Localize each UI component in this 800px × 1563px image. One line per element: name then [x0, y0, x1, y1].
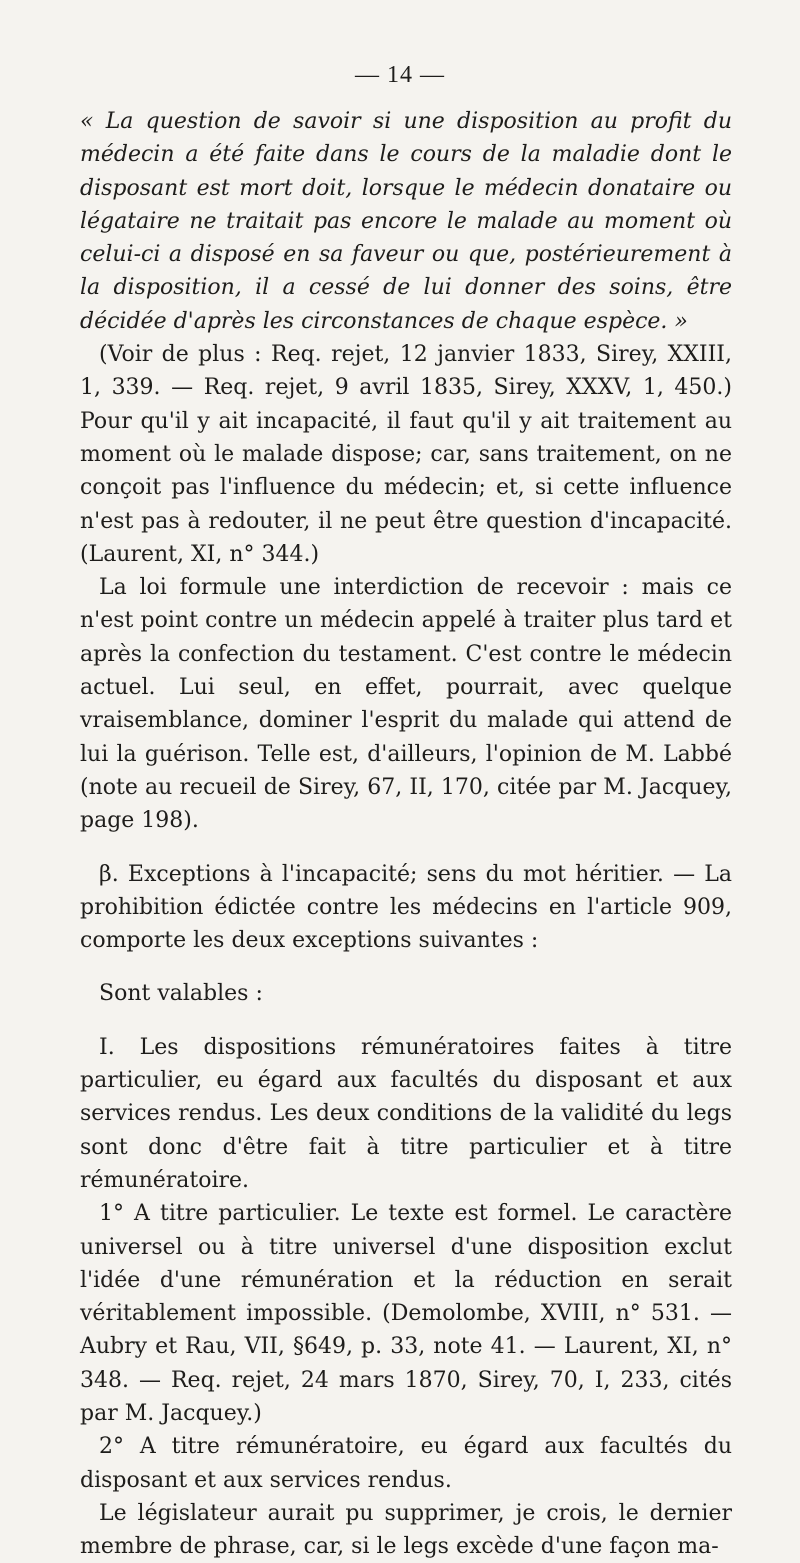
paragraph-dispositions: I. Les dispositions rémunératoires faites à titre particulier, eu égard aux facultés du disposant et aux services rendus. Les deux conditions de la validité du legs sont donc d'être fait à titre particulier et à titre rémunératoire. [80, 1034, 732, 1193]
paragraph-titre-remuneratoire: 2° A titre rémunératoire, eu égard aux facultés du disposant et aux services rendus. [80, 1434, 732, 1493]
paragraph-quote: « La question de savoir si une disposition au profit du médecin a été faite dans le cours de la maladie dont le disposant est mort doit, lorsque le médecin donataire ou légataire ne traitait pas encore le malade au moment où celui-ci a disposé en sa faveur ou que, postérieurement à la disposition, il a cessé de lui donner des soins, être décidée d'après les circonstances de chaque espèce. » [80, 109, 732, 334]
page-number: — 14 — [355, 62, 445, 88]
paragraph-references: (Voir de plus : Req. rejet, 12 janvier 1833, Sirey, XXIII, 1, 339. — Req. rejet, 9 avril 1835, Sirey, XXXV, 1, 450.) Pour qu'il y ait incapacité, il faut qu'il y ait traitement au moment où le malade dispose; car, sans traitement, on ne conçoit pas l'influence du médecin; et, si cette influence n'est pas à redouter, il ne peut être question d'incapacité. (Laurent, XI, n° 344.) [80, 342, 732, 567]
paragraph-exceptions-heading: β. Exceptions à l'incapacité; sens du mot héritier. — La prohibition édictée contre les médecins en l'article 909, comporte les deux exceptions suivantes : [80, 861, 732, 954]
body-text [80, 105, 732, 1563]
paragraph-interdiction: La loi formule une interdiction de recevoir : mais ce n'est point contre un médecin appelé à traiter plus tard et après la confection du testament. C'est contre le médecin actuel. Lui seul, en effet, pourrait, avec quelque vraisemblance, dominer l'esprit du malade qui attend de lui la guérison. Telle est, d'ailleurs, l'opinion de M. Labbé (note au recueil de Sirey, 67, II, 170, citée par M. Jacquey, page 198). [80, 575, 732, 834]
paragraph-sont-valables: Sont valables : [99, 981, 263, 1007]
paragraph-legislateur: Le législateur aurait pu supprimer, je crois, le dernier membre de phrase, car, si le legs excède d'une façon ma- [80, 1500, 732, 1560]
paragraph-titre-particulier: 1° A titre particulier. Le texte est formel. Le caractère universel ou à titre universel d'une disposition exclut l'idée d'une rémunération et la réduction en serait véritablement impossible. (Demolombe, XVIII, n° 531. — Aubry et Rau, VII, §649, p. 33, note 41. — Laurent, XI, n° 348. — Req. rejet, 24 mars 1870, Sirey, 70, I, 233, cités par M. Jacquey.) [80, 1201, 732, 1426]
